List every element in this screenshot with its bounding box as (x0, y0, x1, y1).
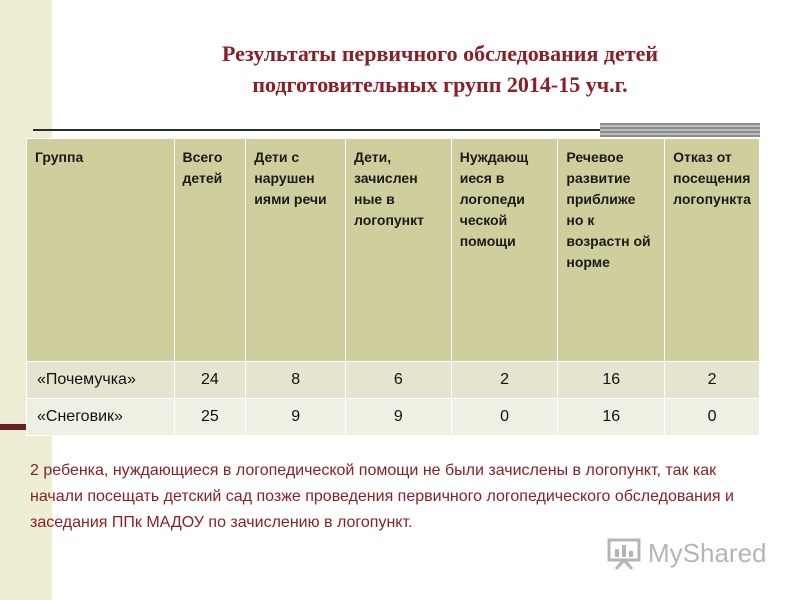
cell-group: «Снеговик» (27, 399, 175, 436)
cell-need-help: 0 (451, 399, 558, 436)
cell-enrolled: 6 (345, 362, 451, 399)
header-enrolled: Дети, зачислен ные в логопункт (345, 139, 451, 362)
cell-need-help: 2 (451, 362, 558, 399)
cell-refused: 2 (665, 362, 760, 399)
cell-total: 24 (174, 362, 246, 399)
presentation-board-icon (606, 535, 642, 571)
left-accent-bar (0, 424, 26, 430)
title-underline-hatch (600, 123, 760, 137)
watermark-text: MyShared (648, 537, 767, 568)
slide-title (120, 38, 760, 100)
header-near-norm: Речевое развитие приближе но к возрастн ой норме (558, 139, 665, 362)
cell-speech-disorders: 9 (246, 399, 346, 436)
footnote-text: 2 ребенка, нуждающиеся в логопедической помощи не были зачислены в логопункт, так как начали посещать детский сад позже проведения первичного логопедического обследования и заседания ППк МАДОУ по зачислению в логопункт. (30, 462, 734, 531)
header-speech-disorders: Дети с нарушен иями речи (246, 139, 346, 362)
cell-total: 25 (174, 399, 246, 436)
results-table (26, 138, 760, 436)
watermark (606, 535, 767, 571)
cell-near-norm: 16 (558, 362, 665, 399)
cell-near-norm: 16 (558, 399, 665, 436)
header-need-help: Нуждающ иеся в логопеди ческой помощи (451, 139, 558, 362)
table-header-row (27, 139, 760, 362)
title-line-1: Результаты первичного обследования детей (221, 41, 659, 66)
cell-speech-disorders: 8 (246, 362, 346, 399)
header-group: Группа (27, 139, 175, 362)
title-line-2: подготовительных групп 2014-15 уч.г. (252, 72, 628, 97)
header-refused: Отказ от посещения логопункта (665, 139, 760, 362)
cell-group: «Почемучка» (27, 362, 175, 399)
table-row (27, 399, 760, 436)
cell-enrolled: 9 (345, 399, 451, 436)
table-row (27, 362, 760, 399)
cell-refused: 0 (665, 399, 760, 436)
header-total: Всего детей (174, 139, 246, 362)
